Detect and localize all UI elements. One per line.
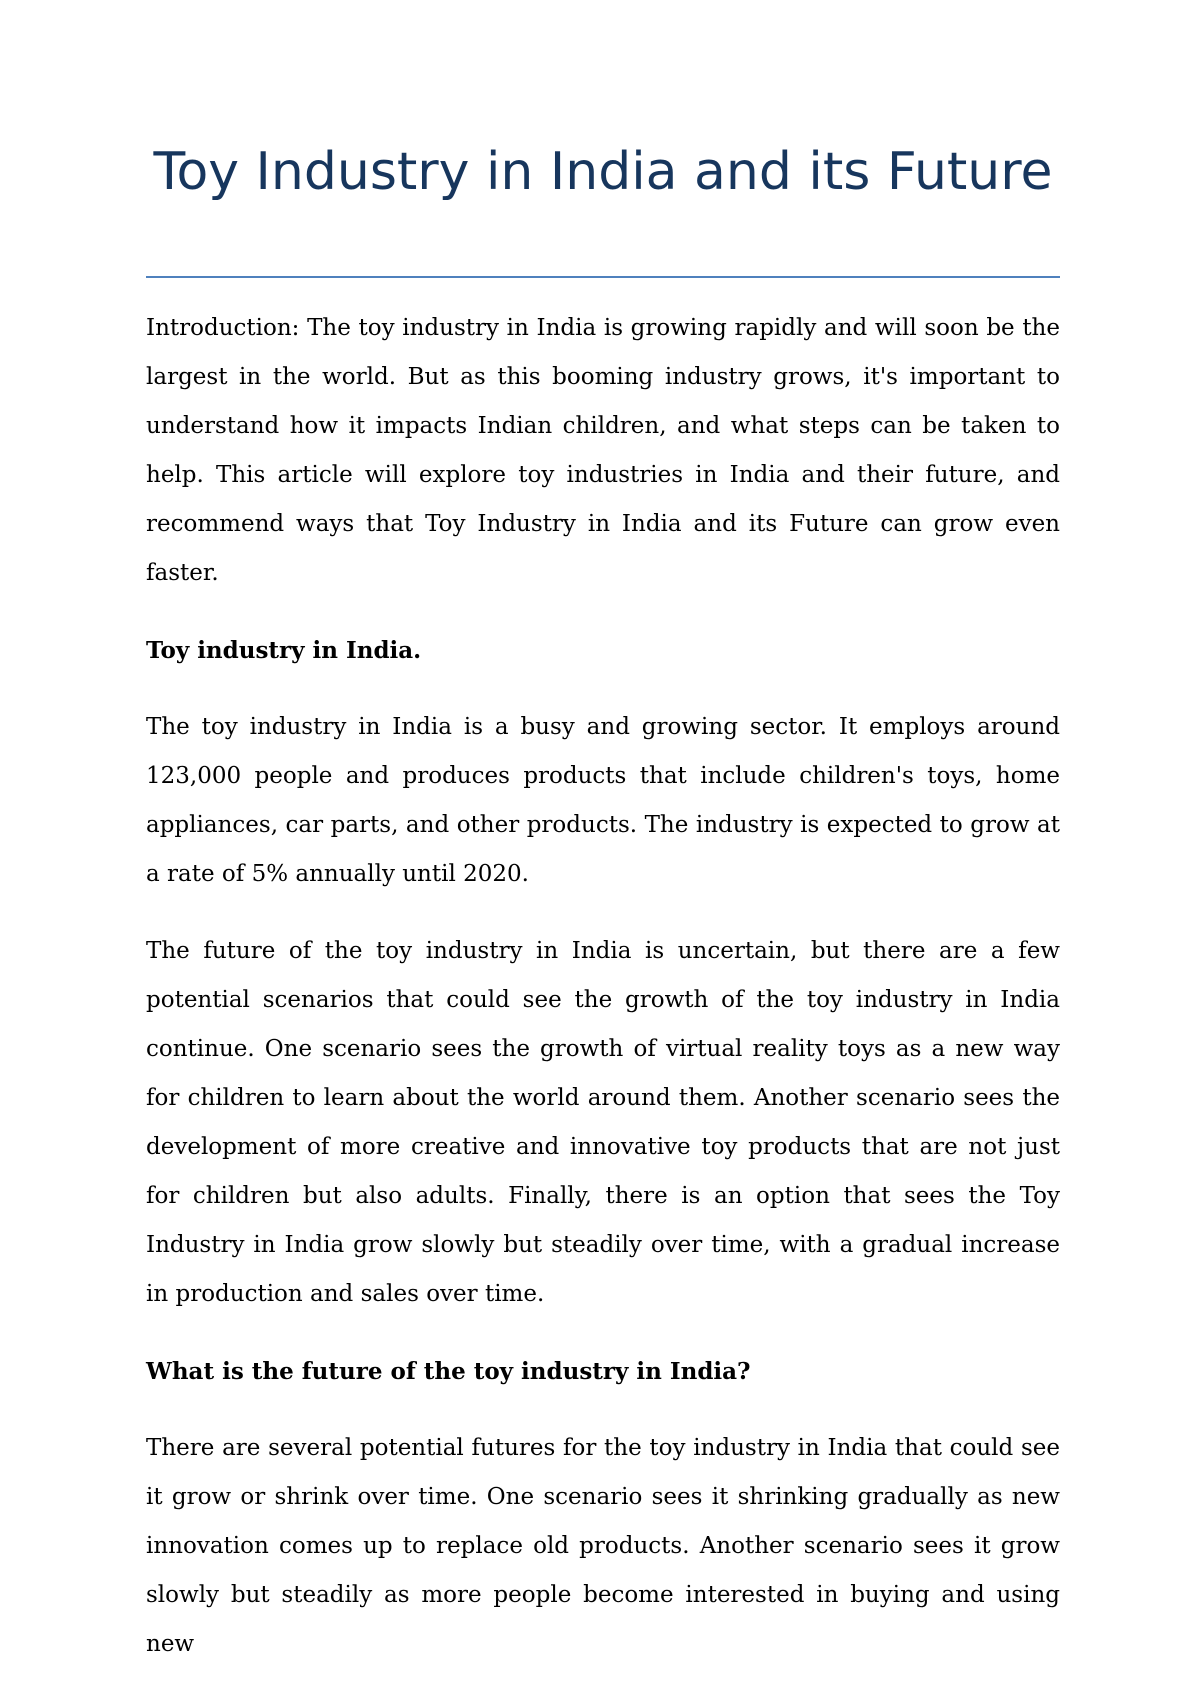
document-body <box>146 304 1060 1697</box>
intro-paragraph: Introduction: The toy industry in India is growing rapidly and will soon be the largest in the world. But as this booming industry grows, it's important to understand how it impacts Indian children, and what steps can be taken to help. This article will explore toy industries in India and their future, and recommend ways that Toy Industry in India and its Future can grow even faster. <box>146 315 1060 586</box>
section-heading-future: What is the future of the toy industry in India? <box>146 1358 751 1385</box>
paragraph-industry-overview: The toy industry in India is a busy and growing sector. It employs around 123,000 people and produces products that include children's toys, home appliances, car parts, and other products. The industry is expected to grow at a rate of 5% annually until 2020. <box>146 714 1060 887</box>
paragraph-future-scenarios: The future of the toy industry in India is uncertain, but there are a few potential scenarios that could see the growth of the toy industry in India continue. One scenario sees the growth of virtual reality toys as a new way for children to learn about the world around them. Another scenario sees the development of more creative and innovative toy products that are not just for children but also adults. Finally, there is an option that sees the Toy Industry in India grow slowly but steadily over time, with a gradual increase in production and sales over time. <box>146 938 1060 1307</box>
title-underline <box>146 276 1060 278</box>
section-heading-toy-industry: Toy industry in India. <box>146 637 422 664</box>
document-title: Toy Industry in India and its Future <box>153 142 1053 202</box>
paragraph-potential-futures: There are several potential futures for the toy industry in India that could see it grow or shrink over time. One scenario sees it shrinking gradually as new innovation comes up to replace old products. Another scenario sees it grow slowly but steadily as more people become interested in buying and using new <box>146 1435 1060 1657</box>
